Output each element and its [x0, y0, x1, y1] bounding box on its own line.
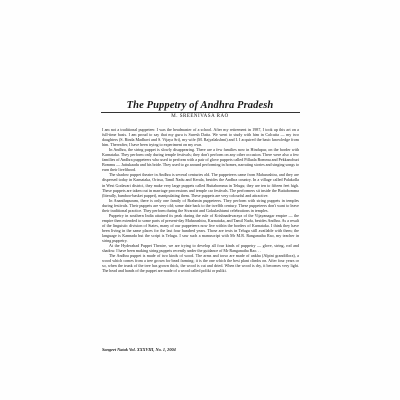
paragraph: At the Hyderabad Puppet Theatre, we are trying to develop all four kinds of puppetry — glove, string, rod and shadow. I have been making string puppets recently under the guidance of Mr Ranganatha Rao. . .	[102, 243, 299, 254]
paragraph: The shadow puppet theatre in Andhra is several centuries old. The puppeteers came from Maharashtra, and they are dispersed today in Karnataka, Orissa, Tamil Nadu and Kerala, besides the Andhra country. In a village called Palakolla in West Godavari district, they make very large puppets called Buttabomma in Telugu; they are ten to fifteen feet high. These puppets are taken out in marriage processions and temple car festivals. The performers sit inside the Buttabomma (literally, bamboo-basket puppet), manipulating them. These puppets are very colourful and attractive.	[102, 172, 299, 198]
article-title: The Puppetry of Andhra Pradesh	[126, 100, 274, 111]
paragraph: The Andhra puppet is made of two kinds of wood. The arms and torso are made of ankha (Alpini grandiflora), a wood which comes from a tree grown for bead farming; it is the one which the best plant climbs on. After four years or so, when the trunk of the tree has grown thick, the wood is cut and dried. When the wood is dry, it becomes very light. The head and hands of the puppet are made of a wood called poliki or puliki.	[102, 253, 299, 274]
paragraph: I am not a traditional puppeteer. I was the headmaster of a school. After my retirement in 1987, I took up this art on a full-time basis. I am proud to say that my guru is Suresh Datta. We went to study with him in Calcutta — my two daughters (S. Rinda Madhavi and S. Vijaya Sri), my wife (M. Rajyalakshmi) and I. I acquired the basic knowledge from him. Thereafter, I have been trying to experiment on my own.	[102, 127, 299, 148]
article-body	[102, 127, 299, 273]
journal-footer: Sangeet Natak Vol. XXXVIII, No. 1, 2004	[102, 347, 176, 352]
paragraph: In Ananthapuram, there is only one family of Brahmin puppeteers. They perform with string puppets in temples during festivals. Their puppets are very old; some date back to the twelfth century. These puppeteers don't want to leave their traditional practice. They perform during the Sivaratri and Gokulashtami celebrations in temples.	[102, 197, 299, 213]
title-divider	[101, 112, 300, 113]
article-author: M. SREENIVASA RAO	[171, 114, 229, 119]
paragraph: In Andhra, the string puppet is slowly disappearing. There are a few families now in Hindupur, on the border with Karnataka. They perform only during temple festivals; they don't perform on any other occasion. There were also a few families of Andhra puppeteers who used to perform with a pair of glove puppets called Pillaala Bommu and Pekkanchuri Bommu — Juttukaadu and his bride. They used to go around performing in homes, narrating stories and singing songs to earn their livelihood.	[102, 147, 299, 173]
paragraph: Puppetry in southern India attained its peak during the rule of Krishnadevaraya of the Vijayanagar empire — the empire then extended to some parts of present-day Maharashtra, Karnataka, and Tamil Nadu, besides Andhra. As a result of the linguistic division of States, many of our puppeteers now live within the borders of Karnataka. I think they have been living in the same places for the last four hundred years. Those are texts in Telugu still available with them; the language is Kannada but the script is Telugu. I saw such a manuscript with Mr M.R. Ranganatha Rao, my teacher in string puppetry.	[102, 212, 299, 244]
